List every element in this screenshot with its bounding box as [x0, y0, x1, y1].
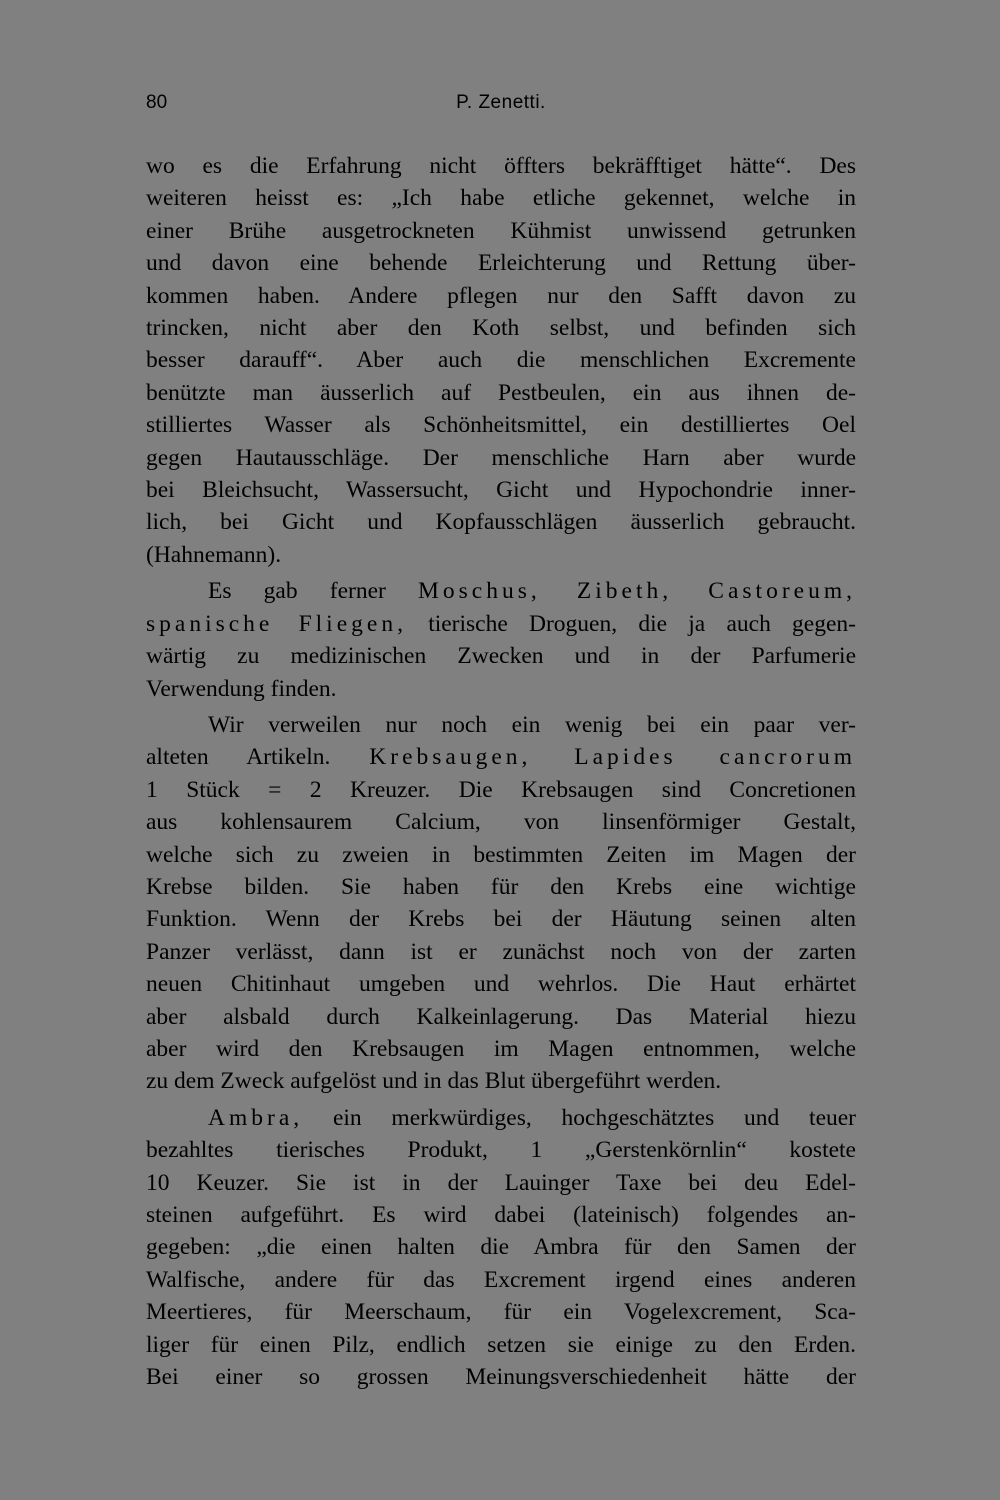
text-line: lich, bei Gicht und Kopfausschlägen äusserlich gebraucht.	[146, 509, 856, 536]
text-line: aber alsbald durch Kalkeinlagerung. Das Material hiezu	[146, 1003, 856, 1030]
text-line: aus kohlensaurem Calcium, von linsenförmiger Gestalt,	[146, 809, 856, 836]
text-run: tierische Droguen, die ja auch gegen-	[428, 610, 856, 637]
text-line: Walfische, andere für das Excrement irgend eines anderen	[146, 1266, 856, 1293]
text-line: besser darauff“. Aber auch die menschlichen Excremente	[146, 347, 856, 374]
text-line: liger für einen Pilz, endlich setzen sie einige zu den Erden.	[146, 1331, 856, 1358]
spaced-term: Moschus, Zibeth, Castoreum,	[418, 578, 856, 605]
text-line: Verwendung finden.	[146, 675, 337, 702]
text-line: neuen Chitinhaut umgeben und wehrlos. Die Haut erhärtet	[146, 971, 856, 998]
paragraph-2	[146, 575, 856, 705]
text-line: wo es die Erfahrung nicht öffters bekräfftiget hätte“. Des	[146, 153, 856, 179]
text-line	[146, 1102, 856, 1134]
page-header	[146, 92, 856, 122]
running-head: P. Zenetti.	[456, 92, 546, 113]
text-line: und davon eine behende Erleichterung und Rettung über-	[146, 250, 856, 277]
text-line: Bei einer so grossen Meinungsverschiedenheit hätte der	[146, 1364, 856, 1391]
text-line: Panzer verlässt, dann ist er zunächst noch von der zarten	[146, 938, 856, 965]
spaced-term: spanische Fliegen,	[146, 610, 407, 637]
text-line: bei Bleichsucht, Wassersucht, Gicht und Hypochondrie inner-	[146, 477, 856, 504]
text-line: bezahltes tierisches Produkt, 1 „Gerstenkörnlin“ kostete	[146, 1137, 856, 1164]
page-number: 80	[146, 92, 168, 113]
paragraph-3	[146, 709, 856, 1098]
text-run: ein merkwürdiges, hochgeschätztes und teuer	[332, 1104, 857, 1131]
text-line: 1 Stück = 2 Kreuzer. Die Krebsaugen sind Concretionen	[146, 776, 856, 803]
text-line: Meertieres, für Meerschaum, für ein Vogelexcrement, Sca-	[146, 1299, 856, 1326]
text-line	[146, 575, 856, 607]
text-line: (Hahnemann).	[146, 541, 282, 568]
text-run: Es gab ferner	[208, 578, 386, 605]
text-line: benützte man äusserlich auf Pestbeulen, ein aus ihnen de-	[146, 379, 856, 406]
spaced-term: Krebsaugen, Lapides cancrorum	[369, 744, 856, 771]
text-line: zu dem Zweck aufgelöst und in das Blut übergeführt werden.	[146, 1068, 722, 1095]
text-line: weiteren heisst es: „Ich habe etliche gekennet, welche in	[146, 185, 856, 212]
text-line: gegeben: „die einen halten die Ambra für den Samen der	[146, 1234, 856, 1261]
spaced-term: Ambra,	[208, 1104, 304, 1131]
text-line: wärtig zu medizinischen Zwecken und in der Parfumerie	[146, 643, 856, 670]
body-text	[146, 150, 856, 1393]
text-line: aber wird den Krebsaugen im Magen entnommen, welche	[146, 1035, 856, 1062]
text-line	[146, 608, 856, 640]
text-line: 10 Keuzer. Sie ist in der Lauinger Taxe bei deu Edel-	[146, 1169, 856, 1196]
text-line: steinen aufgeführt. Es wird dabei (lateinisch) folgendes an-	[146, 1202, 856, 1228]
text-line: stilliertes Wasser als Schönheitsmittel, ein destilliertes Oel	[146, 412, 856, 439]
text-line: einer Brühe ausgetrockneten Kühmist unwissend getrunken	[146, 217, 856, 244]
text-line: gegen Hautausschläge. Der menschliche Harn aber wurde	[146, 444, 856, 471]
text-line: Funktion. Wenn der Krebs bei der Häutung seinen alten	[146, 906, 856, 933]
text-line: welche sich zu zweien in bestimmten Zeiten im Magen der	[146, 841, 856, 868]
text-line: Krebse bilden. Sie haben für den Krebs eine wichtige	[146, 873, 856, 900]
paragraph-4	[146, 1102, 856, 1394]
paragraph-1	[146, 150, 856, 571]
text-line	[146, 741, 856, 773]
text-line: trincken, nicht aber den Koth selbst, und befinden sich	[146, 315, 856, 342]
text-run: alteten Artikeln.	[146, 744, 331, 771]
text-line: Wir verweilen nur noch ein wenig bei ein paar ver-	[208, 711, 856, 738]
text-line: kommen haben. Andere pflegen nur den Safft davon zu	[146, 282, 856, 309]
